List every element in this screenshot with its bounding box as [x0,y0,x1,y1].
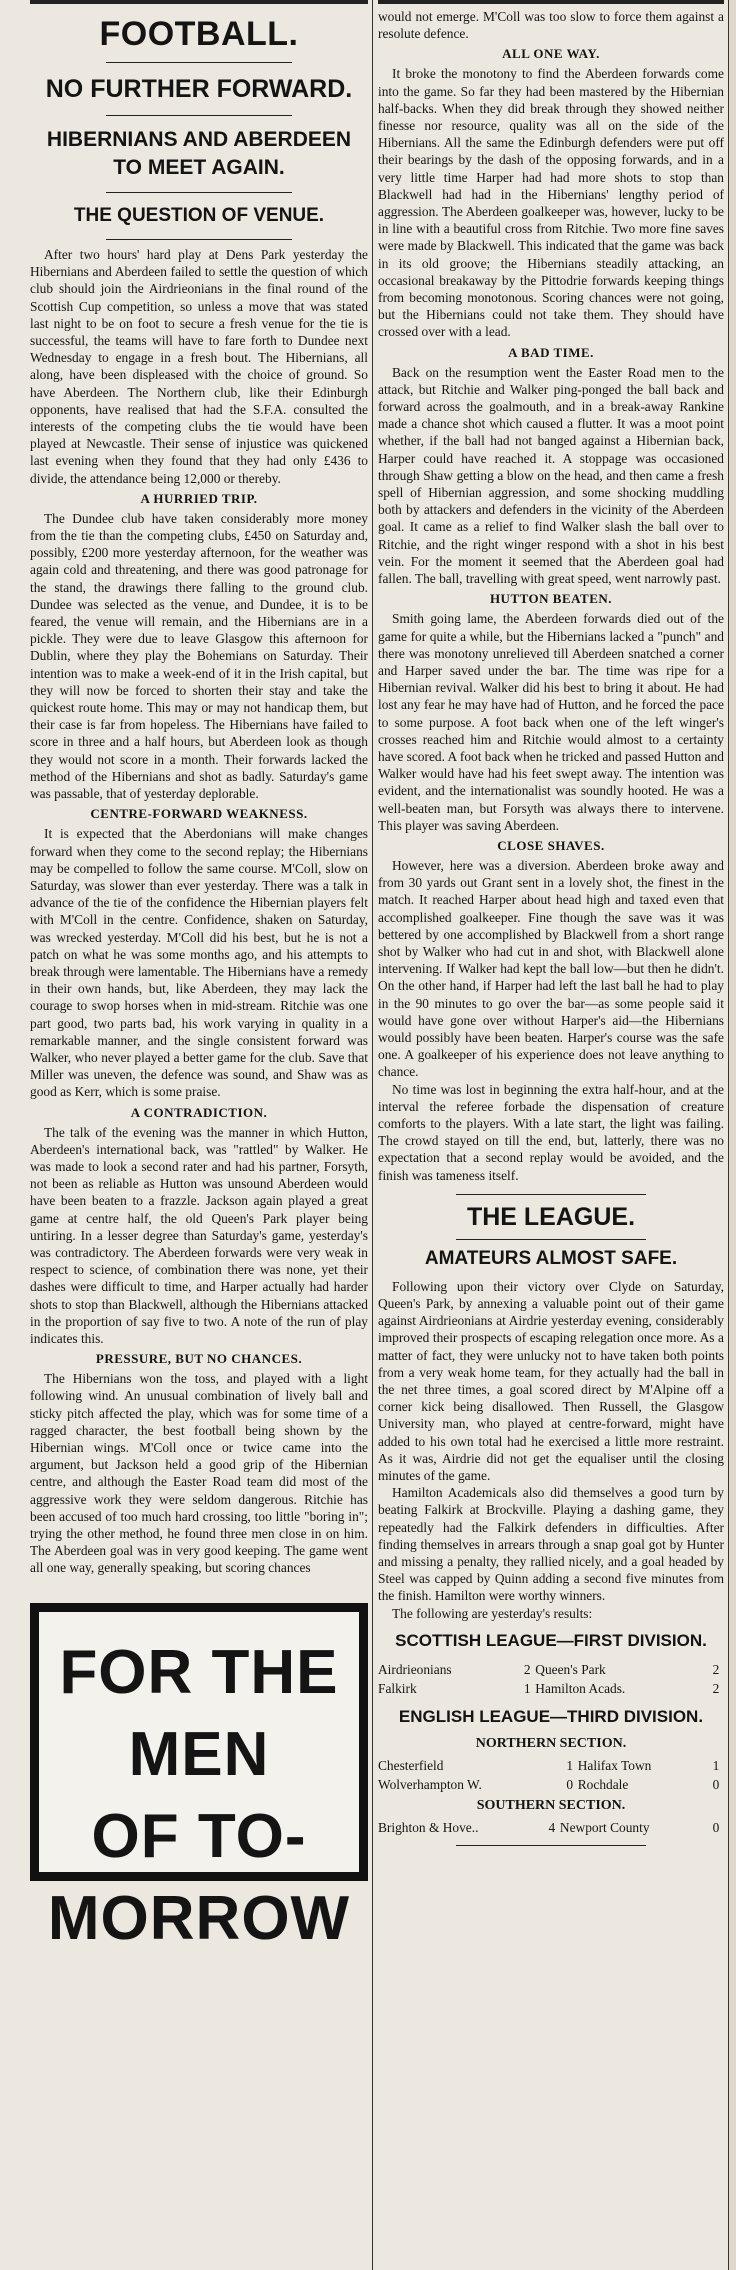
advertisement-text [39,1612,359,1960]
left-column [30,0,368,1953]
divider [456,1194,646,1195]
away-team: Halifax Town [577,1757,652,1773]
away-score: 2 [712,1680,720,1696]
article-paragraph: After two hours' hard play at Dens Park yesterday the Hibernians and Aberdeen failed to settle the question of which club should join the Airdrieonians in the final round of the Scottish Cup competition, so unless a move that was stated last night to be on foot to secure a fresh venue for the tie is successful, the teams will have to fare forth to Dundee next Wednesday to engage in a fresh bout. The Hibernians, all along, have been displeased with the choice of ground. So have Aberdeen. The Northern club, like their Edinburgh opponents, have realised that had the S.F.A. consulted the interests of the competing clubs the tie would have been played at Newcastle. Their sense of injustice was quickened last evening when they found that they had only £436 to divide, the attendance being 12,000 or thereby. [30,247,368,486]
crosshead: ALL ONE WAY. [502,46,600,62]
home-team: Airdrieonians [378,1661,452,1677]
subheadline: HIBERNIANS AND ABERDEEN TO MEET AGAIN. [46,128,352,179]
crosshead: A CONTRADICTION. [130,1104,268,1120]
result-row [378,1818,724,1837]
crosshead: CLOSE SHAVES. [497,837,605,853]
article-paragraph: would not emerge. M'Coll was too slow to force them against a resolute defence. [378,9,724,42]
article-paragraph: It broke the monotony to find the Aberdeen forwards come into the game. So far they had been mastered by the Hibernian half-backs. When they did break through they showed neither finesse nor resource, quality was all on the side of the Hibernians. All the same the Edinburgh defenders were put off their bearings by the dash of the opposing forwards, and in a very little time Harper had had more shots to stop than Blackwell had had in the Hibernians' lengthy period of aggression. The Aberdeen goalkeeper was, however, lucky to be in line with a beautiful cross from Ritchie. Two more fine saves were made by Blackwell. This indicated that the game was back in its old groove; the Hibernians steadily attacking, an occasional breakaway by the Pittodrie forwards keeping things from becoming monotonous. Scoring chances were not going, but the Hibernians could not take them. They should have crossed over with a lead. [378,66,724,340]
home-team: Chesterfield [378,1757,444,1773]
home-score: 2 [523,1661,531,1677]
article-paragraph: The Hibernians won the toss, and played with a light following wind. An unusual combination of lively ball and sticky pitch affected the play, which was for some time of a ragged character, the best football being shown by the Hibernian wings. M'Coll once or twice came into the argument, but Jackson held a good grip of the Hibernian centre, and although the Easter Road team did most of the aggressive work they were seldom dangerous. Ritchie has been accused of too much hard crossing, too little "boring in"; trying the other method, he found three men close in on him. The Aberdeen goal was in very good keeping. The game went all one way, generally speaking, but scoring chances [30,1371,368,1576]
away-team: Rochdale [577,1776,629,1792]
top-rule [30,0,368,4]
crosshead: A HURRIED TRIP. [140,490,258,506]
away-team: Newport County [559,1819,650,1835]
divider [106,239,292,240]
article-paragraph: The following are yesterday's results: [392,1605,593,1621]
article-paragraph: No time was lost in beginning the extra half-hour, and at the interval the referee forbade the dispensation of creature comforts to the players. With a late start, the light was failing. The crowd stayed on till the end, but, latterly, there was no expectation that a second replay would be avoided, and the finish was tameness itself. [378,1081,724,1183]
divider [106,192,292,193]
column-rule [372,0,373,2270]
away-score: 1 [712,1757,720,1773]
divider [106,62,292,63]
section-heading: NORTHERN SECTION. [475,1735,627,1751]
results-table-first-division [378,1660,724,1698]
crosshead: HUTTON BEATEN. [489,591,613,607]
advertisement-box [30,1603,368,1953]
result-row [378,1756,724,1775]
result-row [378,1775,724,1794]
results-heading: ENGLISH LEAGUE—THIRD DIVISION. [398,1706,704,1726]
section-title: FOOTBALL. [99,15,299,53]
divider [456,1845,646,1846]
ad-line: FOR THE MEN [59,1637,339,1789]
result-row [378,1679,724,1698]
home-score: 4 [548,1819,556,1835]
adjacent-column-edge [729,0,736,2270]
home-score: 1 [523,1680,531,1696]
article-paragraph: Hamilton Academicals also did themselves a good turn by beating Falkirk at Brockville. Playing a dashing game, they repeatedly had the Falkirk defenders in difficulties. After finding themselves in arrears through a snap goal got by Hunter and missing a penalty, they rallied nicely, and a goal headed by Steel was capped by Quinn adding a second five minutes from the finish. Hamilton were worthy winners. [378,1485,724,1604]
crosshead: A BAD TIME. [508,344,594,360]
away-score: 2 [712,1661,720,1677]
article-paragraph: The Dundee club have taken considerably more money from the tie than the competing clubs, £450 on Saturday and, possibly, £200 more yesterday afternoon, for the weather was again cold and threatening, and there was good patronage for the stand, the drawings there falling to the ground club. Dundee was selected as the venue, and Dundee, it is to be feared, the venue will remain, and the Hibernians are in a pickle. They were due to leave Glasgow this afternoon for Dublin, where they play the Bohemians on Saturday. Their intention was to make a week-end of it in the Irish capital, but they will now be forced to shorten their stay and take the quickest route home. This may or may not handicap them, but their case is far from hopeless. The Hibernians have failed to score in three and a half hours, but Aberdeen look as though they would not score in a month. Their forwards lacked the method of the Hibernians and shot as badly. Saturday's game was passable, that of yesterday deplorable. [30,510,368,802]
subheadline: THE QUESTION OF VENUE. [73,205,325,226]
league-subtitle: AMATEURS ALMOST SAFE. [424,1247,678,1269]
results-heading: SCOTTISH LEAGUE—FIRST DIVISION. [395,1630,707,1650]
headline: NO FURTHER FORWARD. [45,75,353,103]
home-team: Falkirk [378,1680,417,1696]
home-score: 1 [566,1757,574,1773]
article-paragraph: Back on the resumption went the Easter Road men to the attack, but Ritchie and Walker ping-ponged the ball back and forward across the goalmouth, and in a break-away Rankine made a chance shot which caused a flutter. It was a moot point whether, if the ball had not banged against a Hibernian back, Harper could have reached it. A stoppage was occasioned through Shaw getting a blow on the head, and then came a fresh spell of Hibernian aggression, and some shocking muddling both by attackers and defenders in the vicinity of the Aberdeen goal. It came as a relief to find Walker slash the ball over to Ritchie, and the right winger respond with a shot in his best vein. For the moment it seemed that the Aberdeen goal had fallen. The ball, travelling with great speed, went narrowly past. [378,364,724,587]
home-team: Wolverhampton W. [378,1776,482,1792]
right-column [378,0,724,1852]
article-paragraph: The talk of the evening was the manner in which Hutton, Aberdeen's international back, was "rattled" by Walker. He was made to look a second rater and had his partner, Forsyth, not been as reliable as Hutton was unsound Aberdeen would have been beaten to a frazzle. Jackson again played a great game at centre half, the old Queen's Park player being untiring. In a lesser degree than Saturday's game, yesterday's was contradictory. The Aberdeen forwards were very weak in respect to science, of combination there was none, yet their dashes were difficult to time, and Harper actually had harder shots to stop than Blackwell, although the Hibernians attacked in the proportion of say five to two. A note of the run of play indicates this. [30,1124,368,1346]
away-team: Queen's Park [535,1661,606,1677]
away-team: Hamilton Acads. [535,1680,626,1696]
ad-line: OF TO-MORROW [47,1801,351,1953]
league-title: THE LEAGUE. [466,1202,636,1231]
article-paragraph: Smith going lame, the Aberdeen forwards died out of the game for quite a while, but the Hibernians lacked a "punch" and there was monotony unrelieved till Aberdeen snatched a corner and Harper saved under the bar. The time was ripe for a Hibernian revival. Walker did his best to bring it about. He had lost any fear he may have had of Hutton, and he forced the pace to some purpose. A foot back when one of the left winger's crosses reached him and Ritchie would almost to a certainty have scored. A foot back when he tricked and passed Hutton and Walker would have had his feet swept away. The intention was evident, and the internationalist was soundly hooted. He was a well-beaten man, but Forsyth was always there to intervene. This player was saving Aberdeen. [378,611,724,833]
article-paragraph: However, here was a diversion. Aberdeen broke away and from 30 yards out Grant sent in a lovely shot, the finest in the match. It reached Harper about head high and taxed even that accomplished goalkeeper. Fine though the save was it was bettered by one accomplished by Blackwell from a short range shot by Walker who had cut in and shot, with Blackwell alone intervening. If Walker had kept the ball low—but then he didn't. On the other hand, if Harper had left the last ball he had to play in the 90 minutes to go over the bar—as some people said it would have gone over without Harper's aid—the Hibernians would possibly have been beaten. Harper's course was the safe one. A goalkeeper of his experience does not leave anything to chance. [378,857,724,1080]
top-rule [378,0,724,4]
results-table-southern [378,1818,724,1837]
results-table-northern [378,1756,724,1794]
crosshead: PRESSURE, BUT NO CHANCES. [95,1351,303,1367]
crosshead: CENTRE-FORWARD WEAKNESS. [90,806,308,822]
away-score: 0 [712,1819,720,1835]
divider [106,115,292,116]
result-row [378,1660,724,1679]
home-team: Brighton & Hove.. [378,1819,479,1835]
home-score: 0 [566,1776,574,1792]
divider [456,1239,646,1240]
section-heading: SOUTHERN SECTION. [476,1797,626,1813]
article-paragraph: It is expected that the Aberdonians will make changes forward when they come to the second replay; the Hibernians may be compelled to follow the same course. M'Coll, slow on Saturday, was slower than ever yesterday. There was a talk in advance of the tie of the confidence the Hibernian players felt with M'Coll in the centre. Confidence, shaken on Saturday, was wrecked yesterday. M'Coll did his best, but he is not a patch on what he was some months ago, and his attempts to break through were lamentable. The Hibernians have a remedy in their own hands, but, like Aberdeen, they may lack the courage to swop horses when in mid-stream. Ritchie was one part good, two parts bad, his work varying in quality in a remarkable manner, and the single consistent forward was Walker, who never played a better game for the club. Save that Miller was uneven, the defence was sound, and Shaw was as good as Kerr, which is some praise. [30,826,368,1100]
article-paragraph: Following upon their victory over Clyde on Saturday, Queen's Park, by annexing a valuable point out of their game against Airdrieonians at Airdrie yesterday evening, considerably improved their prospects of escaping relegation once more. As a matter of fact, they were unlucky not to have taken both points from a very weak home team, for they actually had the ball in the net three times, a goal scored direct by M'Alpine off a corner kick being disallowed. Then Russell, the Glasgow University man, who played at centre-forward, might have added to his own total had he exercised a little more restraint. As it was, Airdrie did not get the equaliser until the closing minutes of the game. [378,1278,724,1484]
away-score: 0 [712,1776,720,1792]
